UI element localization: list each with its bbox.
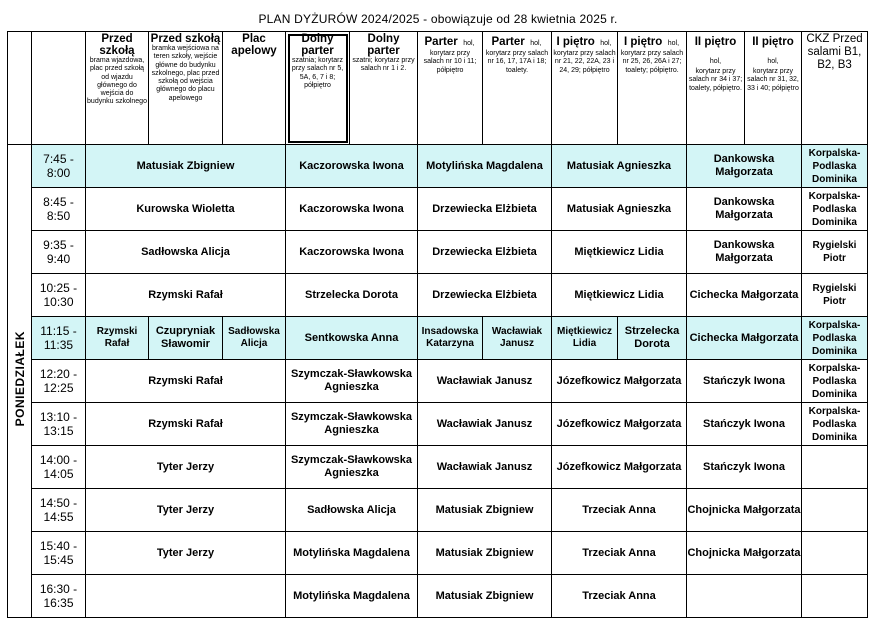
header-desc: korytarz przy salach nr 16, 17, 17A i 18; toalety. — [485, 50, 549, 74]
header-lower-ground-1[interactable] — [286, 32, 350, 145]
duty-lower-ground[interactable]: Szymczak-Sławkowska Agnieszka — [286, 403, 418, 446]
header-desc: korytarz przy salach nr 10 i 11; półpiętro — [423, 50, 477, 74]
table-row — [8, 575, 868, 618]
header-desc: szatnia; korytarz przy salach nr 5, 5A, 6, 7 i 8; półpiętro — [291, 57, 344, 89]
header-desc: korytarz przy salach nr 34 i 37; toalety, półpiętro. — [688, 68, 743, 92]
header-first-floor-1[interactable] — [552, 32, 618, 145]
header-title: I piętro — [556, 36, 595, 48]
day-label-text: PONIEDZIAŁEK — [12, 330, 27, 427]
table-row — [8, 489, 868, 532]
header-row — [8, 32, 868, 145]
duty-ckz[interactable]: Korpalska-Podlaska Dominika — [802, 145, 868, 188]
duty-front[interactable]: Rzymski Rafał — [86, 274, 286, 317]
day-label — [8, 145, 32, 618]
duty-front-gate[interactable]: Rzymski Rafał — [86, 317, 149, 360]
duty-ground-floor[interactable]: Wacławiak Janusz — [418, 360, 552, 403]
table-row — [8, 274, 868, 317]
duty-ground-floor[interactable]: Drzewiecka Elżbieta — [418, 188, 552, 231]
duty-first-floor[interactable]: Matusiak Agnieszka — [552, 145, 687, 188]
header-blank-time — [32, 32, 86, 145]
duty-front[interactable]: Rzymski Rafał — [86, 360, 286, 403]
header-desc: korytarz przy salach nr 25, 26, 26A i 27; toalety; półpiętro. — [620, 50, 684, 74]
duty-front[interactable]: Rzymski Rafał — [86, 403, 286, 446]
header-desc: bramka wejściowa na teren szkoły, wejście główne do budynku szkolnego, plac przed szkołą od wejścia głównego do placu apelowego — [151, 45, 220, 102]
duty-ckz[interactable] — [802, 575, 868, 618]
duty-second-floor[interactable]: Cichecka Małgorzata — [687, 317, 802, 360]
table-row — [8, 532, 868, 575]
header-title: II piętro — [752, 36, 794, 48]
header-title: II piętro — [694, 36, 737, 48]
time-cell[interactable]: 8:45 - 8:50 — [32, 188, 86, 231]
duty-second-floor[interactable]: Chojnicka Małgorzata — [687, 532, 802, 575]
duty-front[interactable]: Matusiak Zbigniew — [86, 145, 286, 188]
duty-front[interactable]: Kurowska Wioletta — [86, 188, 286, 231]
time-cell[interactable]: 7:45 - 8:00 — [32, 145, 86, 188]
header-tag: hol, — [600, 40, 612, 47]
duty-schedule-table — [7, 31, 868, 618]
header-ckz[interactable] — [802, 32, 868, 145]
header-tag: hol, — [667, 40, 680, 47]
time-cell[interactable]: 11:15 - 11:35 — [32, 317, 86, 360]
header-desc: korytarz przy salach nr 31, 32, 33 i 40; półpiętro — [747, 68, 799, 92]
header-desc: korytarz przy salach nr 21, 22, 22A, 23 i 24, 29; półpiętro — [553, 50, 616, 74]
time-cell[interactable]: 10:25 - 10:30 — [32, 274, 86, 317]
duty-first-floor[interactable]: Miętkiewicz Lidia — [552, 231, 687, 274]
duty-first-floor[interactable]: Matusiak Agnieszka — [552, 188, 687, 231]
duty-ground-floor[interactable]: Drzewiecka Elżbieta — [418, 231, 552, 274]
duty-front[interactable] — [86, 575, 286, 618]
duty-ckz[interactable] — [802, 446, 868, 489]
duty-second-floor[interactable] — [687, 575, 802, 618]
duty-ckz[interactable] — [802, 532, 868, 575]
duty-lower-ground[interactable]: Motylińska Magdalena — [286, 532, 418, 575]
duty-lower-ground[interactable]: Szymczak-Sławkowska Agnieszka — [286, 446, 418, 489]
header-tag: hol, — [767, 58, 779, 65]
time-cell[interactable]: 14:00 - 14:05 — [32, 446, 86, 489]
header-first-floor-2[interactable] — [618, 32, 687, 145]
header-ground-2[interactable] — [483, 32, 552, 145]
duty-ckz[interactable]: Rygielski Piotr — [802, 274, 868, 317]
duty-second-floor[interactable]: Stańczyk Iwona — [687, 446, 802, 489]
header-desc: brama wjazdowa, plac przed szkołą od wjazdu głównego do wejścia do budynku szkolnego — [87, 57, 147, 106]
time-cell[interactable]: 16:30 - 16:35 — [32, 575, 86, 618]
header-second-floor-1[interactable] — [687, 32, 745, 145]
duty-ground-floor-1[interactable]: Insadowska Katarzyna — [418, 317, 483, 360]
header-title: Przed szkołą — [150, 33, 221, 45]
header-title: Plac apelowy — [231, 33, 277, 57]
table-row — [8, 317, 868, 360]
duty-first-floor[interactable]: Józefkowicz Małgorzata — [552, 403, 687, 446]
duty-ground-floor[interactable]: Matusiak Zbigniew — [418, 575, 552, 618]
header-title: I piętro — [623, 36, 663, 48]
duty-second-floor[interactable]: Chojnicka Małgorzata — [687, 489, 802, 532]
duty-ground-floor[interactable]: Matusiak Zbigniew — [418, 489, 552, 532]
duty-ckz[interactable]: Korpalska-Podlaska Dominika — [802, 403, 868, 446]
header-assembly-square[interactable] — [223, 32, 286, 145]
header-ground-1[interactable] — [418, 32, 483, 145]
duty-first-floor-1[interactable]: Miętkiewicz Lidia — [552, 317, 618, 360]
duty-ground-floor[interactable]: Drzewiecka Elżbieta — [418, 274, 552, 317]
duty-lower-ground[interactable]: Sadłowska Alicja — [286, 489, 418, 532]
duty-front[interactable]: Tyter Jerzy — [86, 532, 286, 575]
duty-ckz[interactable]: Korpalska-Podlaska Dominika — [802, 360, 868, 403]
duty-second-floor[interactable]: Dankowska Małgorzata — [687, 188, 802, 231]
header-second-floor-2[interactable] — [745, 32, 802, 145]
header-front-entrance[interactable] — [149, 32, 223, 145]
duty-first-floor[interactable]: Miętkiewicz Lidia — [552, 274, 687, 317]
time-cell[interactable]: 9:35 - 9:40 — [32, 231, 86, 274]
duty-lower-ground[interactable]: Kaczorowska Iwona — [286, 231, 418, 274]
duty-second-floor[interactable]: Cichecka Małgorzata — [687, 274, 802, 317]
table-row — [8, 446, 868, 489]
header-blank-day — [8, 32, 32, 145]
duty-assembly-square[interactable]: Sadłowska Alicja — [223, 317, 286, 360]
duty-front[interactable]: Tyter Jerzy — [86, 446, 286, 489]
header-tag: hol, — [463, 40, 475, 47]
duty-lower-ground[interactable]: Strzelecka Dorota — [286, 274, 418, 317]
duty-first-floor[interactable]: Trzeciak Anna — [552, 575, 687, 618]
duty-second-floor[interactable]: Stańczyk Iwona — [687, 360, 802, 403]
header-title: Parter — [491, 36, 525, 48]
duty-second-floor[interactable]: Dankowska Małgorzata — [687, 231, 802, 274]
header-title: CKZ Przed salami B1, B2, B3 — [806, 33, 863, 71]
duty-ground-floor[interactable]: Matusiak Zbigniew — [418, 532, 552, 575]
duty-lower-ground[interactable]: Kaczorowska Iwona — [286, 145, 418, 188]
page-title: PLAN DYŻURÓW 2024/2025 - obowiązuje od 28 kwietnia 2025 r. — [258, 12, 618, 26]
time-cell[interactable]: 15:40 - 15:45 — [32, 532, 86, 575]
table-row — [8, 403, 868, 446]
table-row — [8, 360, 868, 403]
time-cell[interactable]: 12:20 - 12:25 — [32, 360, 86, 403]
header-front-gate[interactable] — [86, 32, 149, 145]
duty-lower-ground[interactable]: Szymczak-Sławkowska Agnieszka — [286, 360, 418, 403]
duty-second-floor[interactable]: Stańczyk Iwona — [687, 403, 802, 446]
duty-ckz[interactable]: Rygielski Piotr — [802, 231, 868, 274]
duty-ckz[interactable]: Korpalska-Podlaska Dominika — [802, 317, 868, 360]
header-tag: hol, — [530, 40, 542, 47]
duty-ground-floor-2[interactable]: Wacławiak Janusz — [483, 317, 552, 360]
header-title: Dolny parter — [367, 33, 400, 57]
header-title: Parter — [424, 36, 458, 48]
duty-ckz[interactable]: Korpalska-Podlaska Dominika — [802, 188, 868, 231]
duty-front[interactable]: Sadłowska Alicja — [86, 231, 286, 274]
duty-first-floor[interactable]: Józefkowicz Małgorzata — [552, 446, 687, 489]
duty-first-floor[interactable]: Trzeciak Anna — [552, 532, 687, 575]
duty-ground-floor[interactable]: Wacławiak Janusz — [418, 446, 552, 489]
duty-second-floor[interactable]: Dankowska Małgorzata — [687, 145, 802, 188]
header-tag: hol, — [709, 58, 722, 65]
duty-lower-ground[interactable]: Motylińska Magdalena — [286, 575, 418, 618]
header-title: Przed szkołą — [99, 33, 135, 57]
duty-ground-floor[interactable]: Wacławiak Janusz — [418, 403, 552, 446]
duty-ckz[interactable] — [802, 489, 868, 532]
time-cell[interactable]: 14:50 - 14:55 — [32, 489, 86, 532]
duty-lower-ground[interactable]: Sentkowska Anna — [286, 317, 418, 360]
duty-first-floor[interactable]: Trzeciak Anna — [552, 489, 687, 532]
duty-front-entrance[interactable]: Czupryniak Sławomir — [149, 317, 223, 360]
header-desc: szatni; korytarz przy salach nr 1 i 2. — [352, 57, 415, 73]
table-row — [8, 188, 868, 231]
header-lower-ground-2[interactable] — [350, 32, 418, 145]
duty-lower-ground[interactable]: Kaczorowska Iwona — [286, 188, 418, 231]
table-row — [8, 231, 868, 274]
table-row — [8, 145, 868, 188]
duty-first-floor[interactable]: Józefkowicz Małgorzata — [552, 360, 687, 403]
time-cell[interactable]: 13:10 - 13:15 — [32, 403, 86, 446]
duty-ground-floor[interactable]: Motylińska Magdalena — [418, 145, 552, 188]
duty-front[interactable]: Tyter Jerzy — [86, 489, 286, 532]
header-title: Dolny parter — [301, 33, 334, 57]
duty-first-floor-2[interactable]: Strzelecka Dorota — [618, 317, 687, 360]
